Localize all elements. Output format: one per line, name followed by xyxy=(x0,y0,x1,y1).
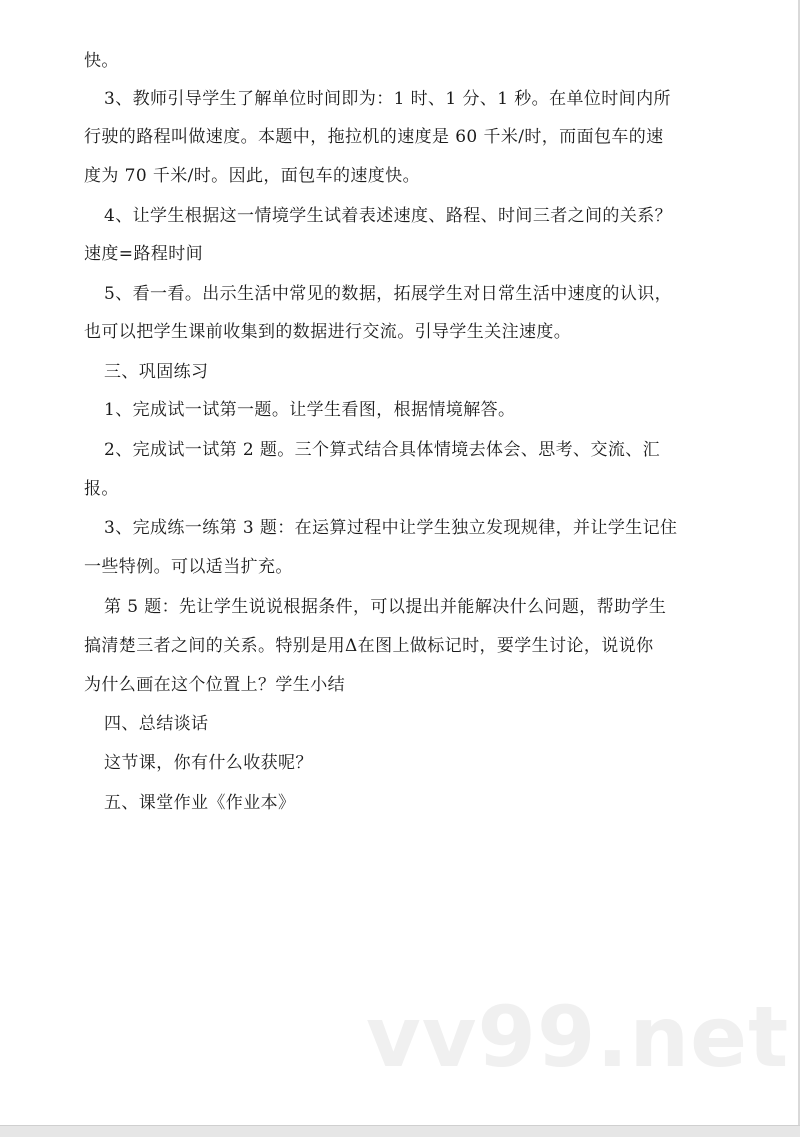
text-line-10: 1、完成试一试第一题。让学生看图，根据情境解答。 xyxy=(104,400,516,420)
text-line-5: 4、让学生根据这一情境学生试着表述速度、路程、时间三者之间的关系？ xyxy=(104,206,673,226)
text-line-3: 行驶的路程叫做速度。本题中，拖拉机的速度是 60 千米/时，而面包车的速 xyxy=(84,127,664,147)
text-line-2: 3、教师引导学生了解单位时间即为：1 时、1 分、1 秒。在单位时间内所 xyxy=(104,89,671,109)
text-line-7: 5、看一看。出示生活中常见的数据，拓展学生对日常生活中速度的认识， xyxy=(104,284,673,304)
text-line-1: 快。 xyxy=(84,51,119,71)
page-bottom-edge xyxy=(0,1125,800,1137)
section-heading-summary: 四、总结谈话 xyxy=(104,714,209,734)
text-line-12: 报。 xyxy=(84,479,119,499)
section-heading-homework: 五、课堂作业《作业本》 xyxy=(104,793,296,813)
text-line-8: 也可以把学生课前收集到的数据进行交流。引导学生关注速度。 xyxy=(84,322,572,342)
text-line-15: 第 5 题：先让学生说说根据条件，可以提出并能解决什么问题，帮助学生 xyxy=(104,597,667,617)
text-line-14: 一些特例。可以适当扩充。 xyxy=(84,557,293,577)
text-line-16: 搞清楚三者之间的关系。特别是用Δ在图上做标记时，要学生讨论，说说你 xyxy=(84,636,654,656)
text-line-4: 度为 70 千米/时。因此，面包车的速度快。 xyxy=(84,166,420,186)
watermark: vv99.net xyxy=(366,988,790,1086)
text-line-11: 2、完成试一试第 2 题。三个算式结合具体情境去体会、思考、交流、汇 xyxy=(104,440,661,460)
text-line-6: 速度=路程时间 xyxy=(84,244,204,264)
text-line-17: 为什么画在这个位置上？学生小结 xyxy=(84,675,345,695)
text-line-13: 3、完成练一练第 3 题：在运算过程中让学生独立发现规律，并让学生记住 xyxy=(104,518,678,538)
section-heading-practice: 三、巩固练习 xyxy=(104,362,209,382)
text-line-19: 这节课，你有什么收获呢？ xyxy=(104,753,313,773)
